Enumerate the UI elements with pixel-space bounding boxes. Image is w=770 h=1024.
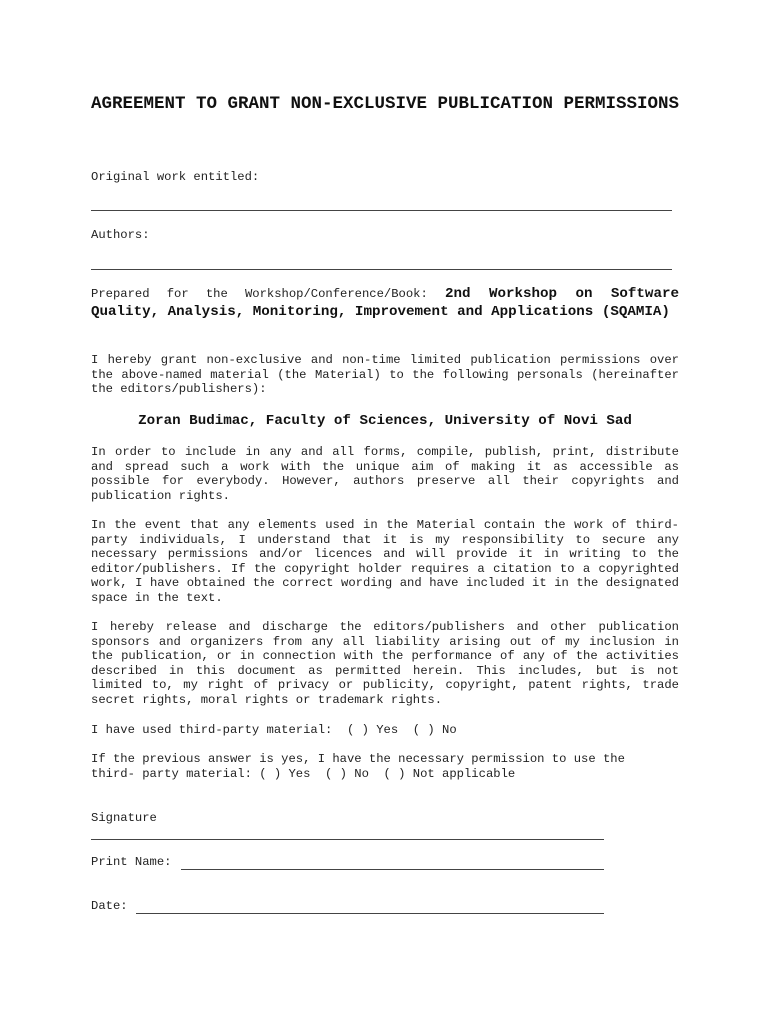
permission-question-line2[interactable]: third- party material: ( ) Yes ( ) No ( ) Not applicable: [91, 767, 516, 781]
original-work-line[interactable]: [91, 210, 672, 211]
authors-line[interactable]: [91, 269, 672, 270]
permission-question-line1: If the previous answer is yes, I have the necessary permission to use the: [91, 752, 625, 766]
grant-paragraph: I hereby grant non-exclusive and non-time limited publication permissions over the above-named material (the Material) to the following personals (hereinafter the editors/publishers):: [91, 353, 679, 397]
purpose-paragraph: In order to include in any and all forms, compile, publish, print, distribute and spread such a work with the unique aim of making it as accessible as possible for everybody. However, authors preserve all their copyrights and publication rights.: [91, 445, 679, 503]
authors-label: Authors:: [91, 228, 150, 242]
date-line[interactable]: [136, 913, 604, 914]
original-work-label: Original work entitled:: [91, 170, 260, 184]
third-party-paragraph: In the event that any elements used in the Material contain the work of third-party individuals, I understand that it is my responsibility to secure any necessary permissions and/or licences and will provide it in writing to the editor/publishers. If the copyright holder requires a citation to a copyrighted work, I have obtained the correct wording and have included it in the designated space in the text.: [91, 518, 679, 605]
print-name-line[interactable]: [181, 869, 604, 870]
document-title: AGREEMENT TO GRANT NON-EXCLUSIVE PUBLICATION PERMISSIONS: [90, 94, 680, 114]
signature-line[interactable]: [91, 839, 604, 840]
signature-label: Signature: [91, 811, 157, 825]
workshop-name: 2nd Workshop on Software Quality, Analysis, Monitoring, Improvement and Applications (SQAMIA): [91, 286, 679, 320]
prepared-for: [91, 286, 679, 321]
date-label: Date:: [91, 899, 128, 913]
release-paragraph: I hereby release and discharge the editors/publishers and other publication sponsors and organizers from any all liability arising out of my inclusion in the publication, or in connection with the performance of any of the activities described in this document as permitted herein. This includes, but is not limited to, my right of privacy or publicity, copyright, patent rights, trade secret rights, moral rights or trademark rights.: [91, 620, 679, 707]
editor-line: Zoran Budimac, Faculty of Sciences, University of Novi Sad: [138, 413, 632, 429]
print-name-label: Print Name:: [91, 855, 172, 869]
prepared-for-label: Prepared for the Workshop/Conference/Book:: [91, 287, 446, 301]
third-party-used-question[interactable]: I have used third-party material: ( ) Yes ( ) No: [91, 723, 457, 737]
